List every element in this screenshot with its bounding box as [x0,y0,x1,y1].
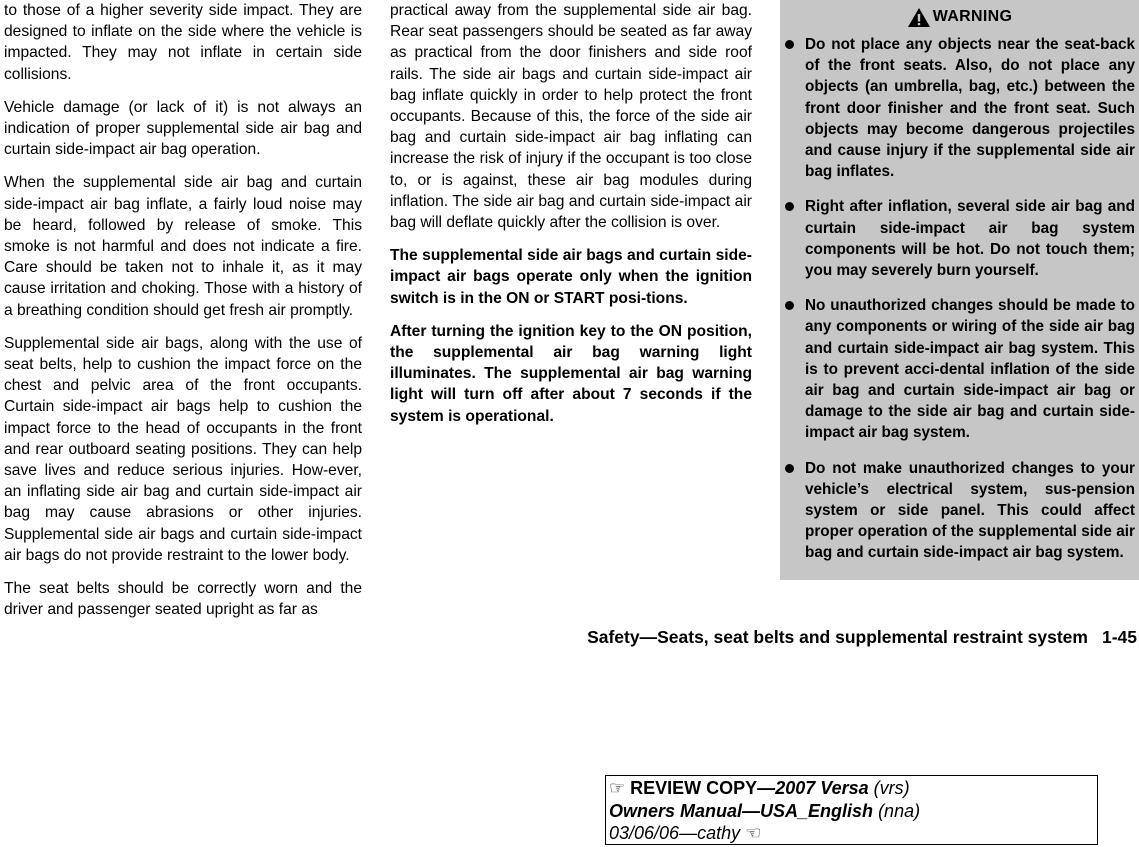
review-line-1 [609,777,1097,800]
warning-item [805,34,1135,182]
paragraph: to those of a higher severity side impact. They are designed to inflate on the side where the vehicle is impacted. They may not inflate in certain side collisions. [4,2,362,83]
page-footer [587,627,1137,648]
column-left [4,0,362,632]
warning-item-text: Right after inflation, several side air bag and curtain side-impact air bag system components will be hot. Do not touch them; you may severely burn yourself. [805,198,1135,280]
manual-code: (nna) [873,800,921,821]
warning-title: WARNING [932,8,1013,25]
paragraph: The seat belts should be correctly worn and the driver and passenger seated upright as far as [4,580,362,619]
pointing-hand-right-icon: ☞ [609,778,626,798]
manual-label: Owners Manual—USA_English [609,800,874,821]
paragraph: practical away from the supplemental side air bag. Rear seat passengers should be seated as far away as practical from the door finishers and side roof rails. The side air bags and curtain side-impact air bag inflate quickly in order to help protect the front occupants. Because of this, the force of the side air bag and curtain side-impact air bag inflating can increase the risk of injury if the occupant is too close to, or is against, these air bag modules during inflation. The side air bag and curtain side-impact air bag will deflate quickly after the collision is over. [390,2,752,232]
warning-item-text: No unauthorized changes should be made to any components or wiring of the side air bag and curtain side-impact air bag system. This is to prevent acci-dental inflation of the side air bag and curtain side-impact air bag or damage to the side air bag and curtain side-impact air bag system. [805,297,1135,442]
paragraph: When the supplemental side air bag and curtain side-impact air bag inflate, a fairly loud noise may be heard, followed by release of smoke. This smoke is not harmful and does not indicate a fire. Care should be taken not to inhale it, as it may cause irritation and choking. Those with a history of a breathing condition should get fresh air promptly. [4,174,362,319]
review-line-3 [609,822,1097,845]
model-label: 2007 Versa [775,778,869,798]
warning-item-text: Do not place any objects near the seat-back of the front seats. Also, do not place any objects (an umbrella, bag, etc.) between the front door finisher and the front seat. Such objects may become dangerous projectiles and cause injury if the supplemental side air bag inflates. [805,36,1135,181]
warning-triangle-icon [907,7,931,28]
bullet-icon [785,464,794,473]
review-label: REVIEW COPY— [630,778,776,798]
bold-paragraph: The supplemental side air bags and curtain side-impact air bags operate only when the ignition switch is in the ON or START posi-tions. [390,247,752,307]
paragraph: Supplemental side air bags, along with the use of seat belts, help to cushion the impact force on the chest and pelvic area of the front occupants. Curtain side-impact air bags help to cushion the impact force to the head of occupants in the front and rear outboard seating positions. They can help save lives and reduce serious injuries. How-ever, an inflating side air bag and curtain side-impact air bag may cause abrasions or other injuries. Supplemental side air bags and curtain side-impact air bags do not provide restraint to the lower body. [4,334,362,564]
paragraph: Vehicle damage (or lack of it) is not always an indication of proper supplemental side air bag and curtain side-impact air bag operation. [4,98,362,159]
warning-box [780,0,1139,580]
bullet-icon [785,40,794,49]
bullet-icon [785,301,794,310]
model-code: (vrs) [868,778,910,798]
warning-heading [780,0,1139,34]
bullet-icon [785,202,794,211]
warning-item-text: Do not make unauthorized changes to your vehicle’s electrical system, sus-pension system or side panel. This could affect proper operation of the supplemental side air bag and curtain side-impact air bag system. [805,459,1135,562]
pointing-hand-left-icon: ☜ [745,823,762,843]
review-stamp [605,775,1098,845]
bold-paragraph: After turning the ignition key to the ON position, the supplemental air bag warning light illuminates. The supplemental air bag warning light will turn off after about 7 seconds if the system is operational. [390,322,752,425]
review-date: 03/06/06—cathy [609,823,741,843]
review-line-2 [609,800,1097,823]
warning-list [780,34,1139,564]
page-number: 1-45 [1101,627,1137,647]
section-title: Safety—Seats, seat belts and supplemental restraint system [587,627,1088,647]
warning-item [805,458,1135,564]
column-middle [390,0,752,439]
warning-item [805,295,1135,443]
warning-item [805,196,1135,281]
